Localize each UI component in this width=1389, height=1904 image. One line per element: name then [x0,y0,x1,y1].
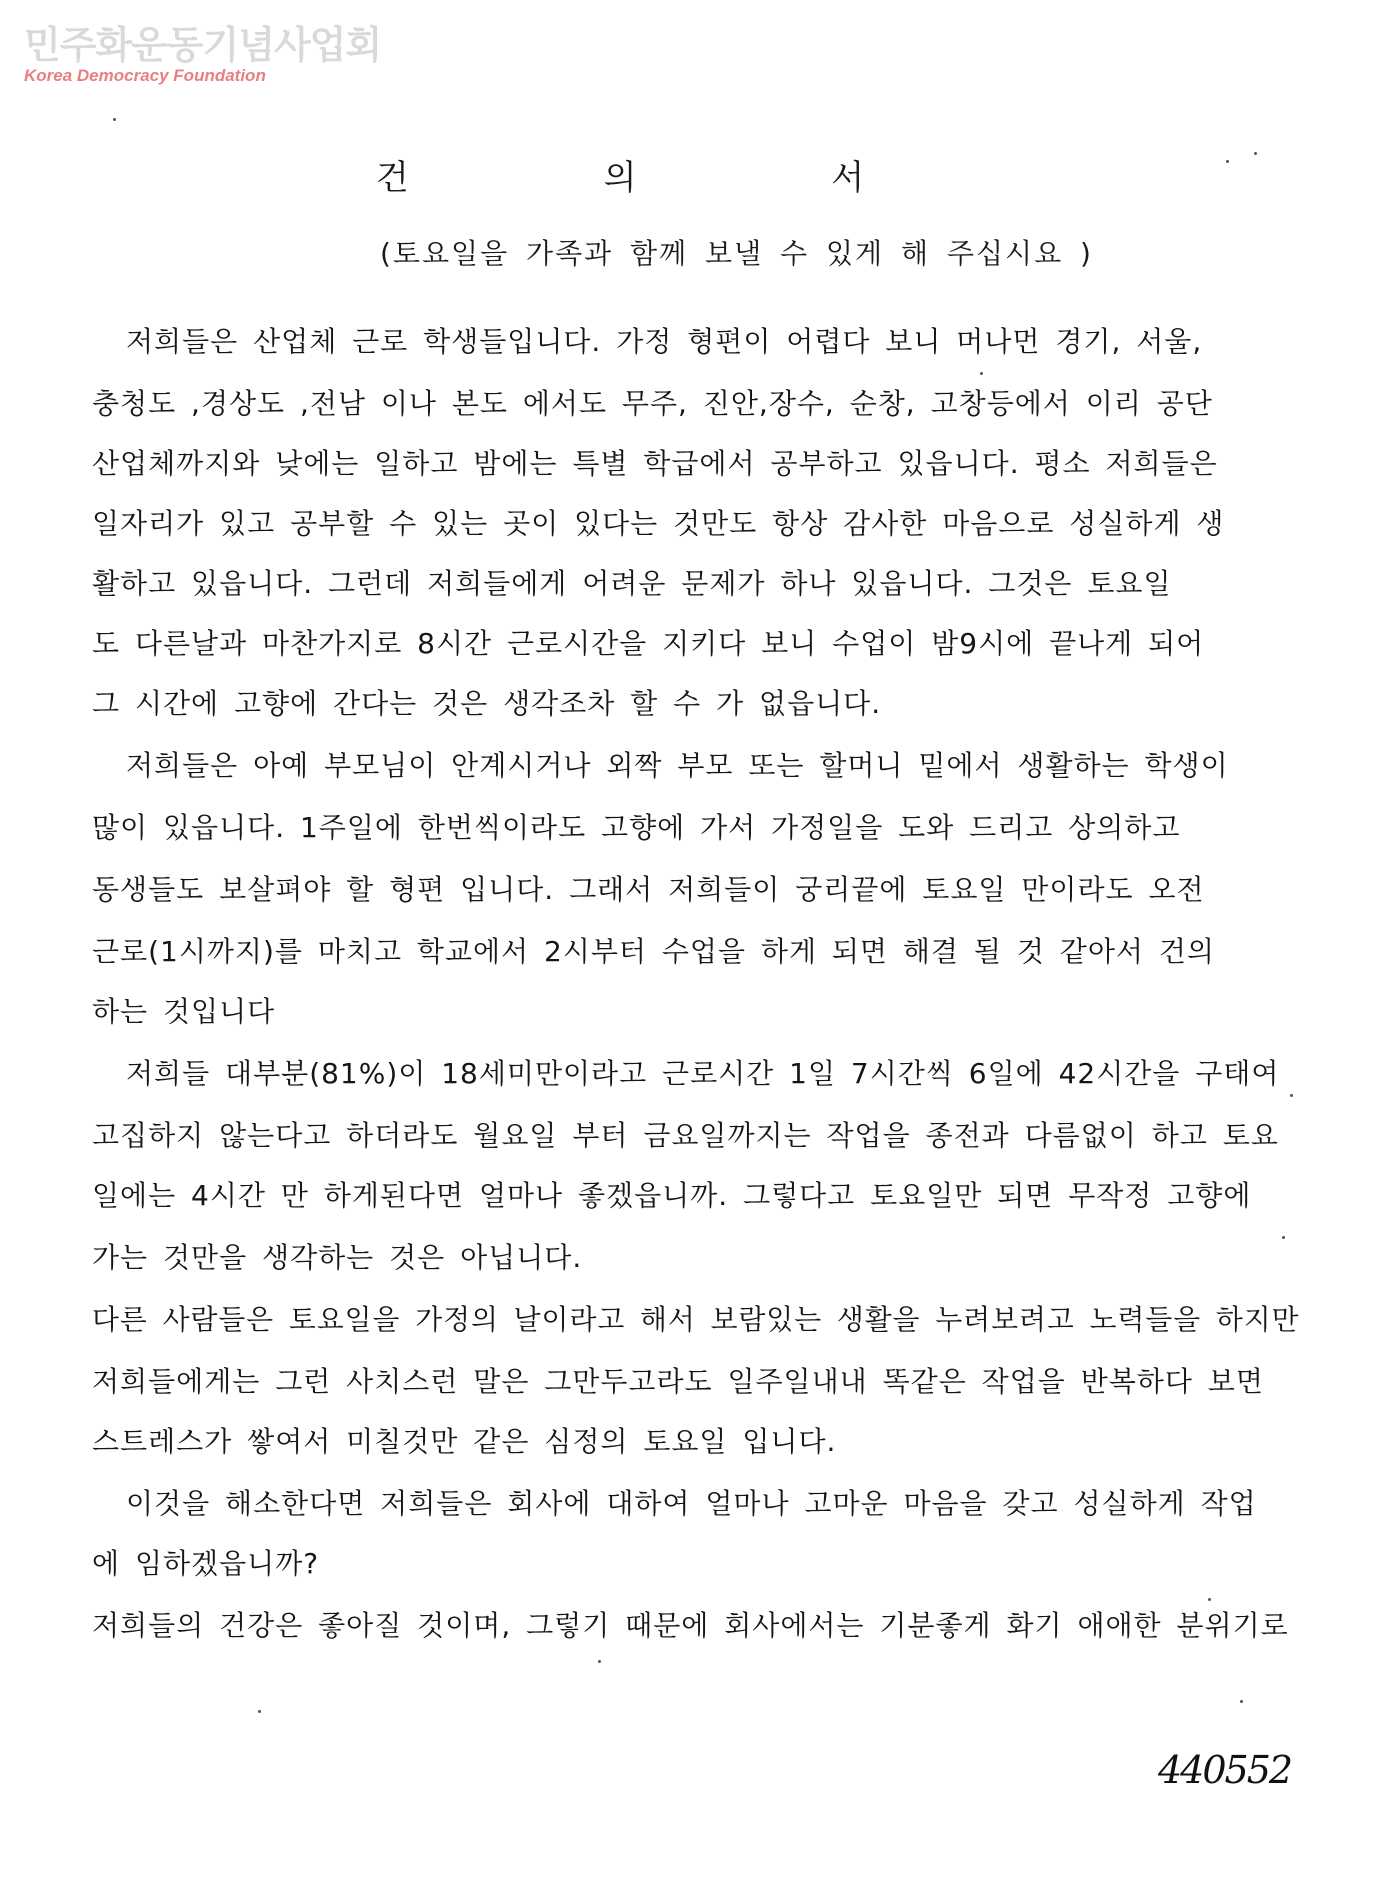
body-line: 저희들은 산업체 근로 학생들입니다. 가정 형편이 어렵다 보니 머나먼 경기, 서울, [126,325,1203,358]
document-title: 건 의 서 [375,158,957,198]
body-line: 일에는 4시간 만 하게된다면 얼마나 좋겠읍니까. 그렇다고 토요일만 되면 무작정 고향에 [92,1179,1252,1212]
body-line: 산업체까지와 낮에는 일하고 밤에는 특별 학급에서 공부하고 있읍니다. 평소 저희들은 [92,447,1218,480]
watermark-english: Korea Democracy Foundation [24,66,266,85]
body-line: 충청도 ,경상도 ,전남 이나 본도 에서도 무주, 진안,장수, 순창, 고창등에서 이리 공단 [92,387,1213,420]
body-line: 동생들도 보살펴야 할 형편 입니다. 그래서 저희들이 궁리끝에 토요일 만이라도 오전 [92,873,1205,906]
body-line: 이것을 해소한다면 저희들은 회사에 대하여 얼마나 고마운 마음을 갖고 성실하게 작업 [126,1487,1257,1520]
body-line: 근로(1시까지)를 마치고 학교에서 2시부터 수업을 하게 되면 해결 될 것 같아서 건의 [92,935,1215,968]
body-line: 많이 있읍니다. 1주일에 한번씩이라도 고향에 가서 가정일을 도와 드리고 상의하고 [92,811,1181,844]
body-line: 도 다른날과 마찬가지로 8시간 근로시간을 지키다 보니 수업이 밤9시에 끝나게 되어 [92,627,1205,660]
body-line: 에 임하겠읍니까? [92,1547,320,1580]
body-line: 하는 것입니다 [92,995,276,1028]
document-subtitle: (토요일을 가족과 함께 보낼 수 있게 해 주십시요 ) [380,237,1093,270]
body-line: 고집하지 않는다고 하더라도 월요일 부터 금요일까지는 작업을 종전과 다름없이 하고 토요 [92,1119,1279,1152]
body-line: 저희들은 아예 부모님이 안계시거나 외짝 부모 또는 할머니 밑에서 생활하는 학생이 [126,749,1229,782]
page-number: 440552 [1158,1748,1292,1792]
body-line: 스트레스가 쌓여서 미칠것만 같은 심정의 토요일 입니다. [92,1425,837,1458]
watermark-logo [24,22,381,86]
body-line: 가는 것만을 생각하는 것은 아닙니다. [92,1241,583,1274]
body-line: 다른 사람들은 토요일을 가정의 날이라고 해서 보람있는 생활을 누려보려고 노력들을 하지만 [92,1303,1300,1336]
body-line: 저희들의 건강은 좋아질 것이며, 그렇기 때문에 회사에서는 기분좋게 화기 애애한 분위기로 [92,1609,1289,1642]
watermark-korean: 민주화운동기념사업회 [24,23,382,67]
body-line: 그 시간에 고향에 간다는 것은 생각조차 할 수 가 없읍니다. [92,687,882,720]
body-line: 일자리가 있고 공부할 수 있는 곳이 있다는 것만도 항상 감사한 마음으로 성실하게 생 [92,507,1225,540]
body-line: 저희들 대부분(81%)이 18세미만이라고 근로시간 1일 7시간씩 6일에 42시간을 구태여 [126,1057,1280,1090]
body-line: 저희들에게는 그런 사치스런 말은 그만두고라도 일주일내내 똑같은 작업을 반복하다 보면 [92,1365,1264,1398]
body-line: 활하고 있읍니다. 그런데 저희들에게 어려운 문제가 하나 있읍니다. 그것은 토요일 [92,567,1172,600]
